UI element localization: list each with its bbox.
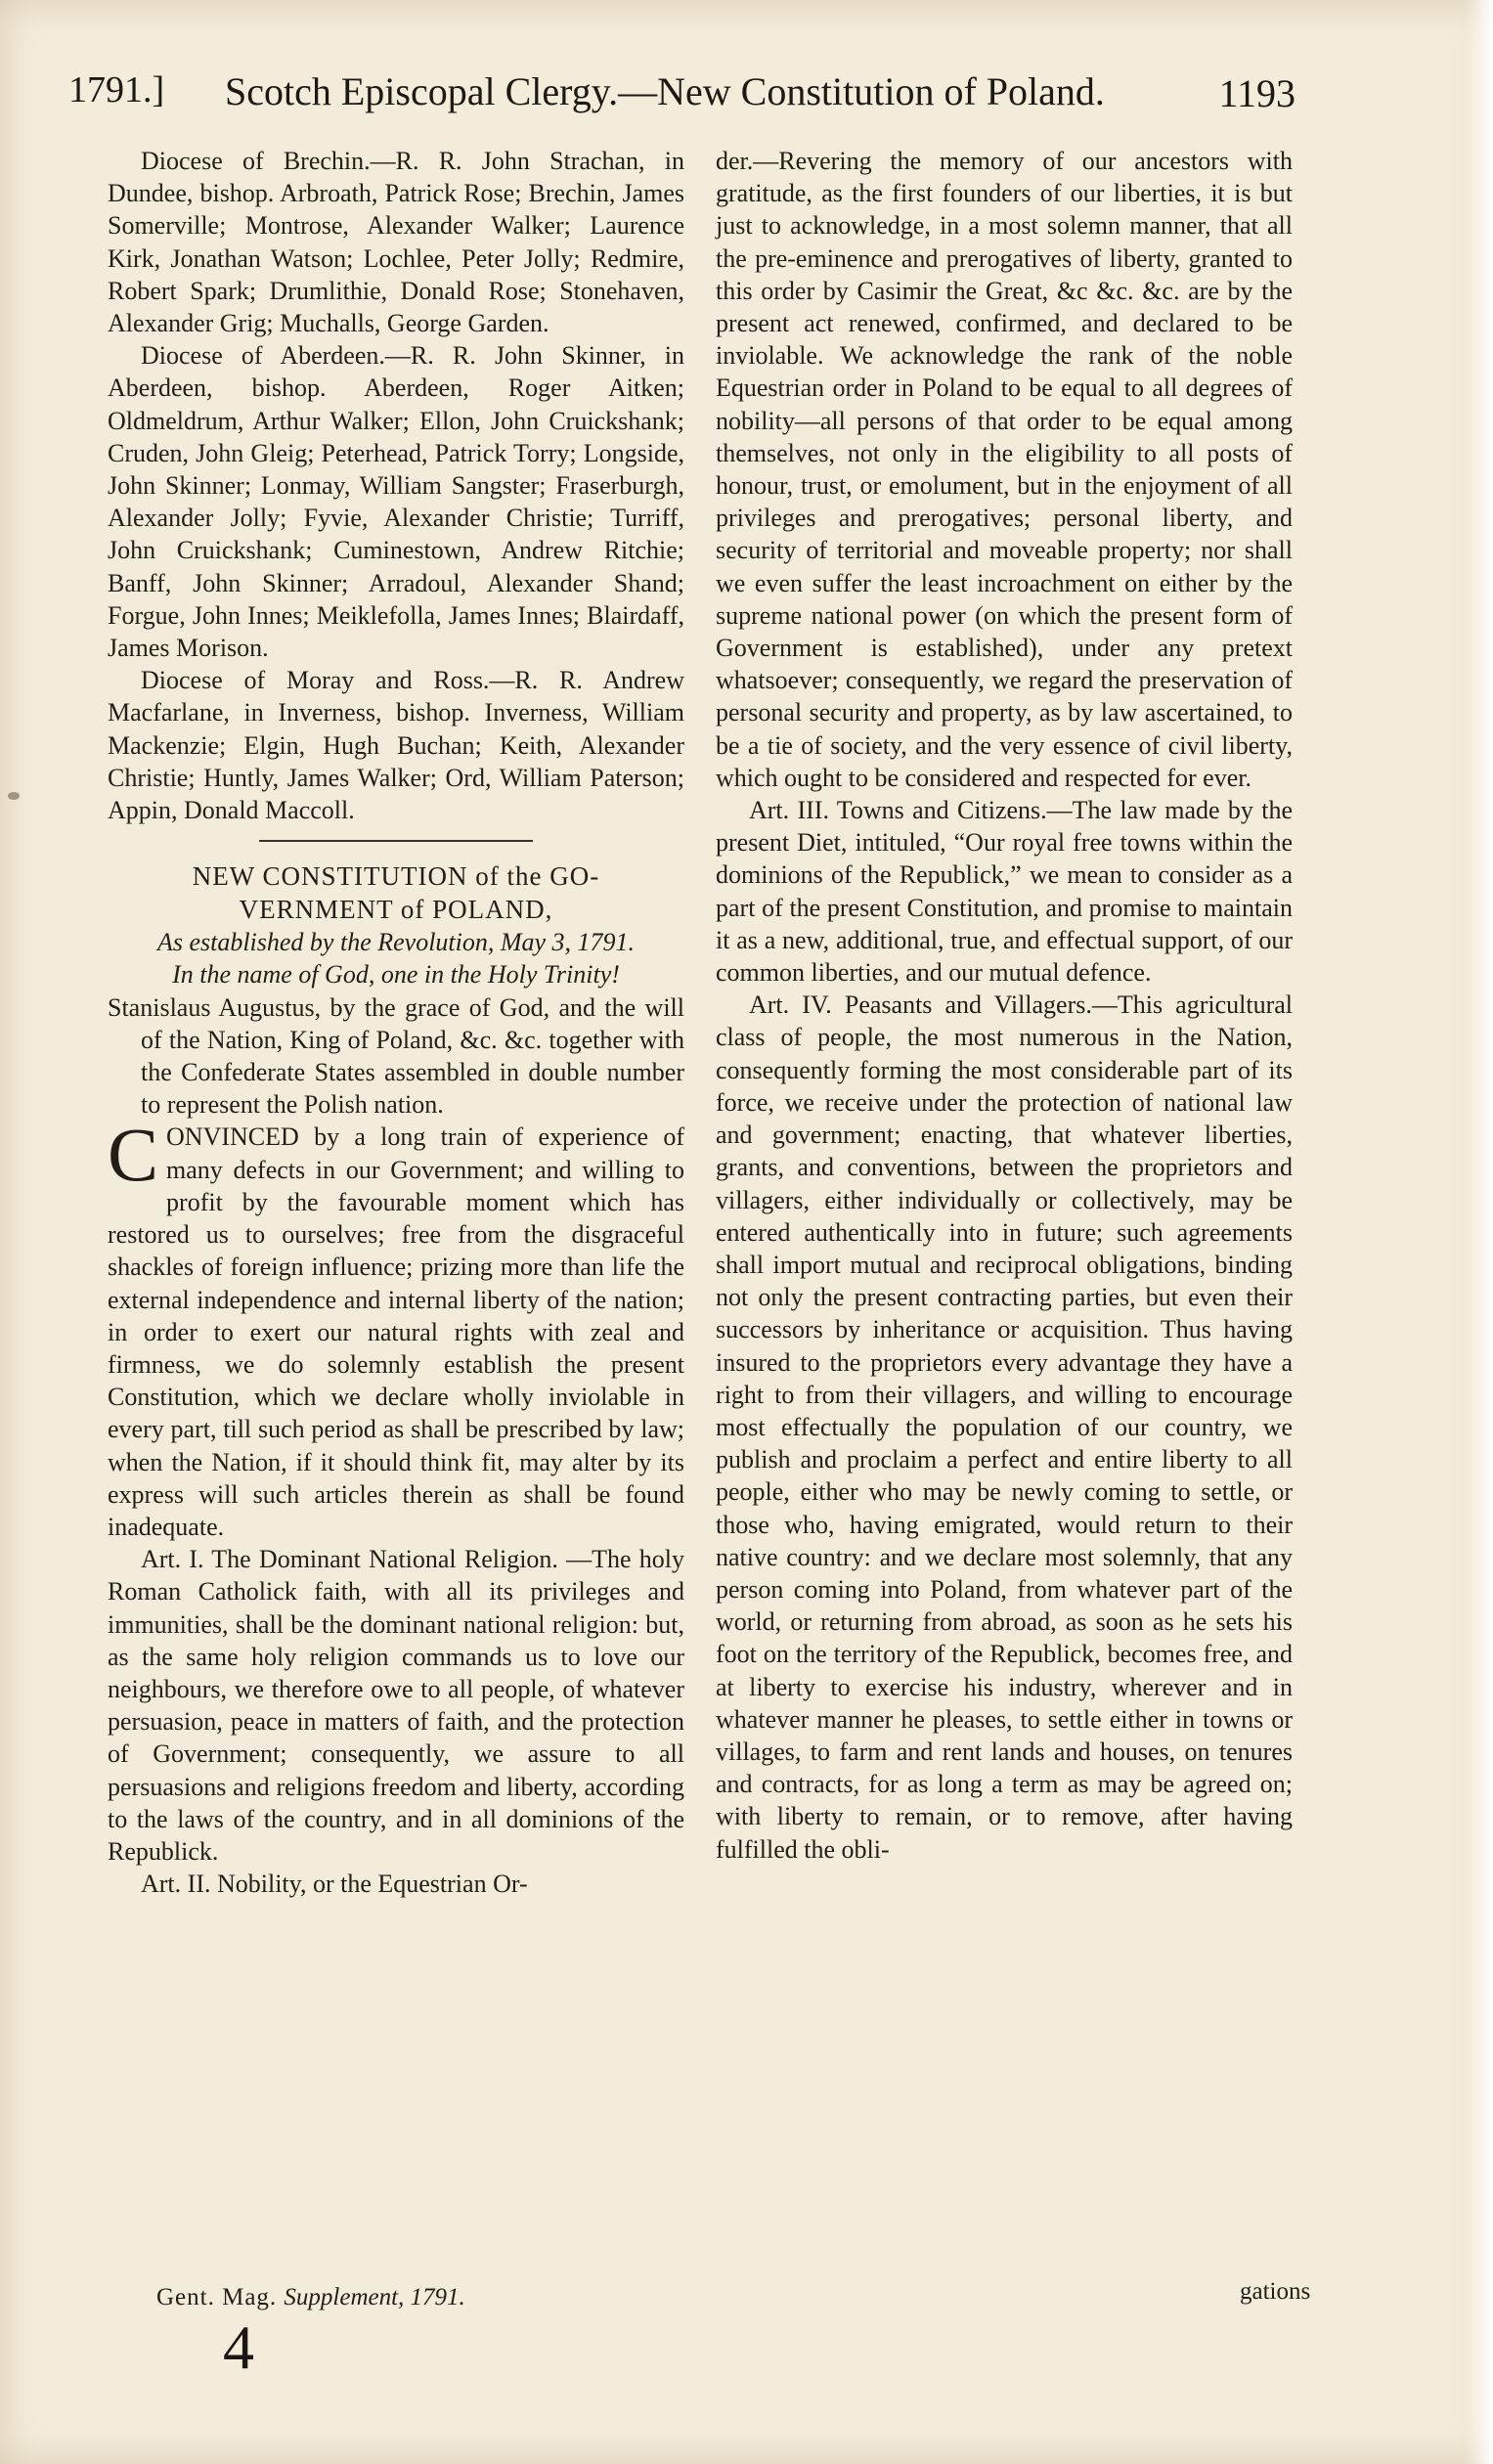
convinced-paragraph (108, 1112, 684, 1543)
section-divider (259, 840, 533, 842)
left-column (108, 145, 684, 1900)
established-line: As established by the Revolution, May 3, 1791. (156, 928, 636, 957)
holy-trinity-line: In the name of God, one in the Holy Trinity! (172, 960, 620, 990)
stanislaus-paragraph: Stanislaus Augustus, by the grace of God, and the will of the Nation, King of Poland, &c. &c. together with the Confederate States assembled in double number to represent the Polish nation. (108, 992, 684, 1120)
article-2-continued: der.—Revering the memory of our ancestors with gratitude, as the first founders of our liberties, it is but just to acknowledge, in a most solemn manner, that all the pre-eminence and prerogatives of liberty, granted to this order by Casimir the Great, &c &c. &c. are by the present act renewed, confirmed, and declared to be inviolable. We acknowledge the rank of the noble Equestrian order in Poland to be equal to all degrees of nobility—all persons of that order to be equal among themselves, not only in the eligibility to all posts of honour, trust, or emolument, but in the enjoyment of all privileges and prerogatives; personal liberty, and security of territorial and moveable property; nor shall we even suffer the least incroachment on either by the supreme national power (on which the present form of Government is established), under any pretext whatsoever; consequently, we regard the preservation of personal security and property, as by law ascertained, to be a tie of society, and the very essence of civil liberty, which ought to be considered and respected for ever. (716, 147, 1293, 792)
sheet-number: 4 (223, 2312, 254, 2382)
supplement-mark: Supplement, 1791. (284, 2284, 465, 2310)
running-head-title: Scotch Episcopal Clergy.—New Constitution of Poland. (225, 69, 1105, 113)
constitution-heading-line1: NEW CONSTITUTION of the GO- (192, 861, 600, 892)
signature-mark: Gent. Mag. (156, 2284, 278, 2310)
catchword: gations (1240, 2278, 1311, 2305)
diocese-brechin: Diocese of Brechin.—R. R. John Strachan, in Dundee, bishop. Arbroath, Patrick Rose; Brechin, James Somerville; Montrose, Alexander Walker; Laurence Kirk, Jonathan Watson; Lochlee, Peter Jolly; Redmire, Robert Spark; Drumlithie, Donald Rose; Stonehaven, Alexander Grig; Muchalls, George Garden. (108, 147, 684, 338)
right-column (716, 145, 1293, 1866)
convinced-text: ONVINCED by a long train of experience of many defects in our Government; and willing to profit by the favourable moment which has restored us to ourselves; free from the disgraceful shackles of foreign influence; prizing more than life the external independence and internal liberty of the nation; in order to exert our natural rights with zeal and firmness, we do solemnly establish the present Constitution, which we declare wholly inviolable in every part, till such period as shall be prescribed by law; when the Nation, if it should think fit, may alter by its express will such articles therein as shall be found inadequate. (108, 1122, 684, 1541)
footer-signature (156, 2284, 465, 2311)
article-2-start: Art. II. Nobility, or the Equestrian Or- (141, 1870, 528, 1899)
page-edge (1464, 0, 1493, 2464)
running-head-year: 1791.] (68, 69, 165, 110)
constitution-heading-line2: VERNMENT of POLAND, (239, 895, 553, 925)
article-1: Art. I. The Dominant National Religion. —The holy Roman Catholick faith, with all its privileges and immunities, shall be the dominant national religion: but, as the same holy religion commands us to love our neighbours, we therefore owe to all people, of whatever persuasion, peace in matters of faith, and the protection of Government; consequently, we assure to all persuasions and religions freedom and liberty, according to the laws of the country, and in all dominions of the Republick. (108, 1545, 684, 1866)
article-3: Art. III. Towns and Citizens.—The law made by the present Diet, intituled, “Our royal free towns within the dominions of the Republick,” we mean to consider as a part of the present Constitution, and promise to maintain it as a new, additional, true, and effectual support, of our common liberties, and our mutual defence. (716, 796, 1293, 988)
diocese-moray: Diocese of Moray and Ross.—R. R. Andrew Macfarlane, in Inverness, bishop. Inverness, William Mackenzie; Elgin, Hugh Buchan; Keith, Alexander Christie; Huntly, James Walker; Ord, William Paterson; Appin, Donald Maccoll. (108, 666, 684, 825)
page-number: 1193 (1218, 71, 1295, 115)
ink-spot (8, 792, 20, 800)
running-head (68, 68, 1295, 127)
drop-cap: C (108, 1112, 159, 1198)
diocese-aberdeen: Diocese of Aberdeen.—R. R. John Skinner, in Aberdeen, bishop. Aberdeen, Roger Aitken; Oldmeldrum, Arthur Walker; Ellon, John Cruickshank; Cruden, John Gleig; Peterhead, Patrick Torry; Longside, John Skinner; Lonmay, William Sangster; Fraserburgh, Alexander Jolly; Fyvie, Alexander Christie; Turriff, John Cruickshank; Cuminestown, Andrew Ritchie; Banff, John Skinner; Arradoul, Alexander Shand; Forgue, John Innes; Meiklefolla, James Innes; Blairdaff, James Morison. (108, 341, 684, 663)
article-4: Art. IV. Peasants and Villagers.—This agricultural class of people, the most numerous in the Nation, consequently forming the most considerable part of its force, we receive under the protection of national law and government; enacting, that whatever liberties, grants, and conventions, between the proprietors and villagers, either individually or collectively, may be entered authentically into in future; such agreements shall import mutual and reciprocal obligations, binding not only the present contracting parties, but even their successors by inheritance or acquisition. Thus having insured to the proprietors every advantage they have a right to from their villagers, and willing to encourage most effectually the population of our country, we publish and proclaim a perfect and entire liberty to all people, either who may be newly coming to settle, or those who, having emigrated, would return to their native country: and we declare most solemnly, that any person coming into Poland, from whatever part of the world, or returning from abroad, as soon as he sets his foot on the territory of the Republick, becomes free, and at liberty to exercise his industry, wherever and in whatever manner he pleases, to settle either in towns or villages, to farm and rent lands and houses, on tenures and contracts, for as long a term as may be agreed on; with liberty to remain, or to remove, after having fulfilled the obli- (716, 990, 1293, 1864)
